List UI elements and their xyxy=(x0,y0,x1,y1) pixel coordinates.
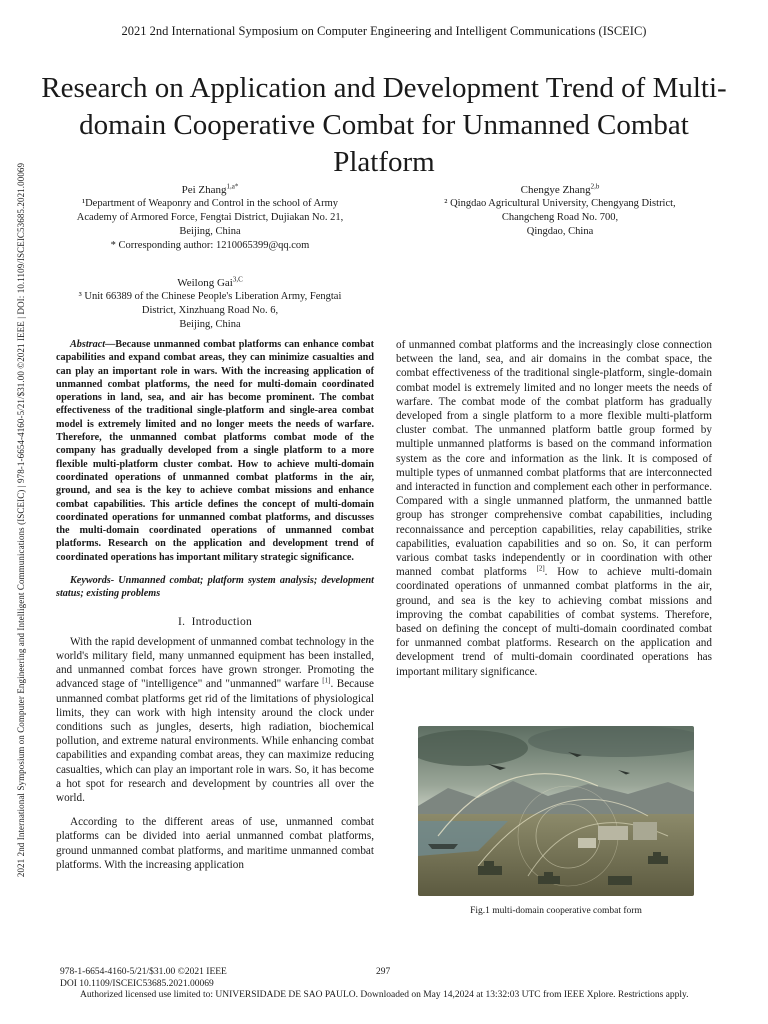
section-title: Introduction xyxy=(191,615,253,628)
intro-text-a: With the rapid development of unmanned combat technology in the world's military field, many unmanned equipment has been installed, and unmanned combat forces have grown stronger. Promoting the advanced stage of "intelligence" and "unmanned" warfare xyxy=(56,635,374,691)
license-notice: Authorized licensed use limited to: UNIVERSIDADE DE SAO PAULO. Downloaded on May 14,2024 at 13:32:03 UTC from IEEE Xplore. Restrictions apply. xyxy=(80,990,689,1000)
affiliation-line: ³ Unit 66389 of the Chinese People's Liberation Army, Fengtai xyxy=(78,291,342,302)
footer-doi: DOI 10.1109/ISCEIC53685.2021.00069 xyxy=(60,979,214,989)
abstract-text: —Because unmanned combat platforms can enhance combat capabilities and expand combat areas, they can minimize casualties and can play an important role in wars. With the increasing application of unmanned combat platforms, the need for multi-domain coordinated operations in land, sea, and air has become prominent. The combat effectiveness of the traditional single-platform and single-area combat model is extremely limited and no longer meets the needs of warfare. Therefore, the unmanned combat platforms combat mode of the company has gradually developed from a single platform to a more flexible multi-platform cluster combat. How to achieve multi-domain coordinated operations of unmanned combat platforms in the air, ground, and sea is the key to achieve combat missions and enhance combat capabilities. This article defines the concept of multi-domain coordinated operations for unmanned combat platforms, and discusses the multi-domain coordinated operations of unmanned combat platforms. Research on the application and development trend of coordinated operations has important military strategic significance. xyxy=(56,339,374,563)
left-column xyxy=(56,338,374,872)
figure-caption: Fig.1 multi-domain cooperative combat form xyxy=(470,906,642,916)
affiliation-line: Qingdao, China xyxy=(526,226,594,237)
right-paragraph xyxy=(396,338,712,679)
figure-illustration xyxy=(418,726,694,896)
author-sup: 3,C xyxy=(232,275,243,284)
abstract-label: Abstract xyxy=(70,339,106,350)
sidebar-doi-strip xyxy=(0,0,40,1024)
right-column xyxy=(396,338,712,679)
affiliation-line: ² Qingdao Agricultural University, Chengyang District, xyxy=(444,198,676,209)
corresponding-email[interactable]: * Corresponding author: 1210065399@qq.com xyxy=(110,240,310,251)
affiliation-line: ¹Department of Weaponry and Control in the school of Army xyxy=(81,198,339,209)
author-name: Pei Zhang xyxy=(181,184,227,196)
paper-title: Research on Application and Development Trend of Multi-domain Cooperative Combat for Unmanned Combat Platform xyxy=(41,72,727,178)
page-number: 297 xyxy=(376,967,391,977)
author-name: Weilong Gai xyxy=(177,277,233,289)
affiliation-line: District, Xinzhuang Road No. 6, xyxy=(141,305,279,316)
intro-paragraph-1 xyxy=(56,635,374,805)
intro-text-b: . Because unmanned combat platforms get rid of the limitations of physiological limits, they can work with high intensity around the clock under conditions such as jungles, deserts, high radiation, biochemical pollution, and extreme natural environments. While enhancing combat capabilities and expanding combat areas, they can maximize reducing casualties, which can play an important role in wars. So, it has become a hot spot for research and development by countries all over the world. xyxy=(56,678,375,805)
affiliation-line: Beijing, China xyxy=(179,319,241,330)
affiliation-line: Beijing, China xyxy=(179,226,241,237)
footer-isbn: 978-1-6654-4160-5/21/$31.00 ©2021 IEEE xyxy=(60,967,227,977)
keywords: Keywords- Unmanned combat; platform system analysis; development status; existing problems xyxy=(56,575,374,600)
combat-scene-image xyxy=(418,726,694,896)
affiliation-line: Academy of Armored Force, Fengtai District, Dujiakan No. 21, xyxy=(76,212,344,223)
author-sup: 1,a* xyxy=(226,182,239,191)
conference-header: 2021 2nd International Symposium on Computer Engineering and Intelligent Communications (ISCEIC) xyxy=(121,24,647,38)
right-text-a: of unmanned combat platforms and the increasingly close connection between the land, sea, and air domains in the combat space, the combat effectiveness of the traditional single-platform, single-domain combat model is extremely limited and no longer meets the needs of warfare. The combat mode of the combat platform has gradually developed from a single platform to a more flexible multi-platform cluster combat. The unmanned platform battle group formed by multiple unmanned platforms is based on the command information system as the core and information as the link. It is composed of multiple types of unmanned combat platforms that are interconnected and interacted in function and complement each other in performance. Compared with a single unmanned platform, the unmanned battle group has stronger comprehensive combat capabilities, including reconnaissance and perception capabilities, relay capabilities, strike capabilities, evaluation capabilities and so on. So, it can perform various combat tasks independently or in coordination with other manned combat platforms xyxy=(396,339,712,579)
affiliation-line: Changcheng Road No. 700, xyxy=(501,212,619,223)
citation-ref[interactable]: [2] xyxy=(536,564,545,573)
author-sup: 2,b xyxy=(590,182,600,191)
citation-ref[interactable]: [1] xyxy=(322,676,331,685)
author-block-3 xyxy=(60,276,360,332)
intro-paragraph-2: According to the different areas of use, unmanned combat platforms can be divided into aerial unmanned combat platforms, ground unmanned combat platforms, and maritime unmanned combat platforms. With the increasing application xyxy=(56,816,374,871)
right-text-b: . How to achieve multi-domain coordinated operations of unmanned combat platforms in the air, ground, and sea is the key to achieving combat missions and improving the combat capabilities of combat systems. Therefore, based on defining the concept of multi-domain coordinated combat for unmanned combat platforms. Research on the application and development trend of multi-domain coordinated operations has important military significance. xyxy=(396,566,712,678)
section-number: I. xyxy=(177,615,186,628)
abstract xyxy=(56,338,374,564)
author-name: Chengye Zhang xyxy=(520,184,591,196)
author-block-1 xyxy=(60,183,360,253)
section-heading xyxy=(56,615,374,629)
sidebar-text: 2021 2nd International Symposium on Computer Engineering and Intelligent Communications (ISCEIC) | 978-1-6654-4160-5/21/$31.00 ©2021 IEEE | DOI: 10.1109/ISCEIC53685.2021.00069 xyxy=(16,162,26,878)
author-block-2 xyxy=(410,183,710,239)
